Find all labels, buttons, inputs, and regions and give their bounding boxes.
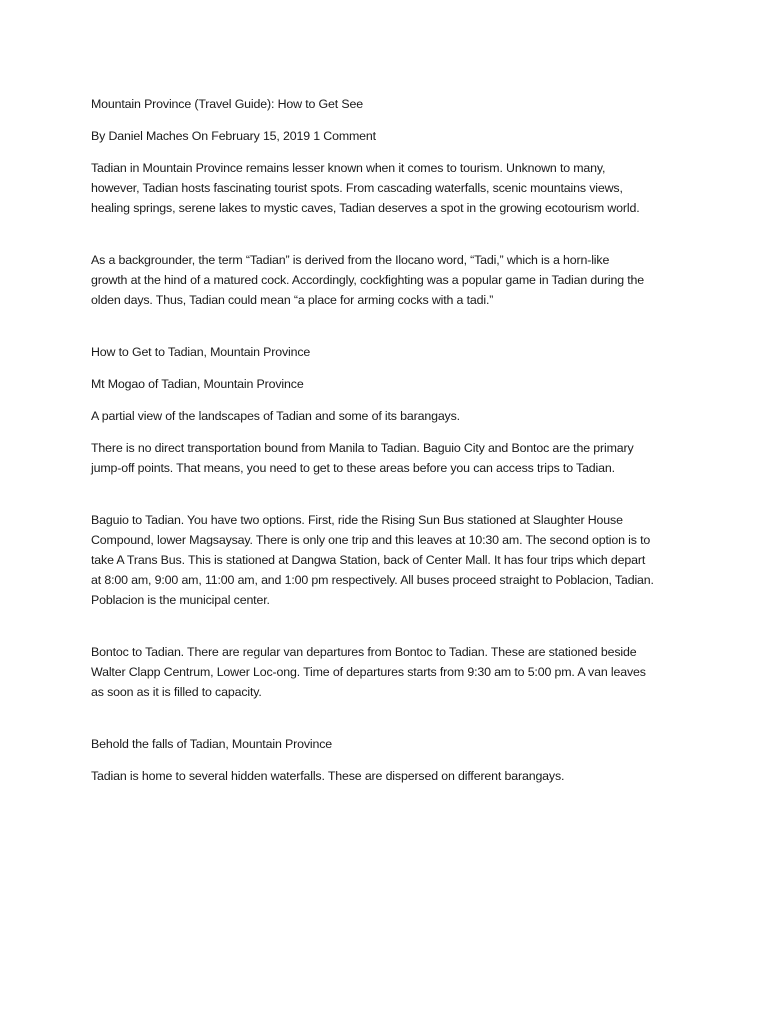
how-to-get-heading: How to Get to Tadian, Mountain Province [91,345,311,359]
backgrounder-paragraph: As a backgrounder, the term “Tadian” is derived from the Ilocano word, “Tadi,” which is a horn-like growth at the hind of a matured cock. Accordingly, cockfighting was a popular game in Tadian during the olden days. Thus, Tadian could mean “a place for arming cocks with a tadi.” [91,253,645,307]
document-title: Mountain Province (Travel Guide): How to Get See [91,97,363,111]
no-direct-transport-paragraph: There is no direct transportation bound from Manila to Tadian. Baguio City and Bontoc are the primary jump-off points. That means, you need to get to these areas before you can access trips to Tadian. [91,441,634,475]
document-body [91,94,691,798]
mt-mogao-caption: Mt Mogao of Tadian, Mountain Province [91,377,304,391]
bontoc-to-tadian-paragraph: Bontoc to Tadian. There are regular van departures from Bontoc to Tadian. These are stationed beside Walter Clapp Centrum, Lower Loc-ong. Time of departures starts from 9:30 am to 5:00 pm. A van leaves as soon as it is filled to capacity. [91,645,646,699]
baguio-to-tadian-paragraph: Baguio to Tadian. You have two options. First, ride the Rising Sun Bus stationed at Slaughter House Compound, lower Magsaysay. There is only one trip and this leaves at 10:30 am. The second option is to take A Trans Bus. This is stationed at Dangwa Station, back of Center Mall. It has four trips which depart at 8:00 am, 9:00 am, 11:00 am, and 1:00 pm respectively. All buses proceed straight to Poblacion, Tadian. Poblacion is the municipal center. [91,513,654,607]
byline: By Daniel Maches On February 15, 2019 1 Comment [91,129,376,143]
falls-heading: Behold the falls of Tadian, Mountain Province [91,737,332,751]
waterfalls-paragraph: Tadian is home to several hidden waterfalls. These are dispersed on different barangays. [91,769,565,783]
partial-view-caption: A partial view of the landscapes of Tadian and some of its barangays. [91,409,460,423]
intro-paragraph: Tadian in Mountain Province remains lesser known when it comes to tourism. Unknown to many, however, Tadian hosts fascinating tourist spots. From cascading waterfalls, scenic mountains views, healing springs, serene lakes to mystic caves, Tadian deserves a spot in the growing ecotourism world. [91,161,640,215]
